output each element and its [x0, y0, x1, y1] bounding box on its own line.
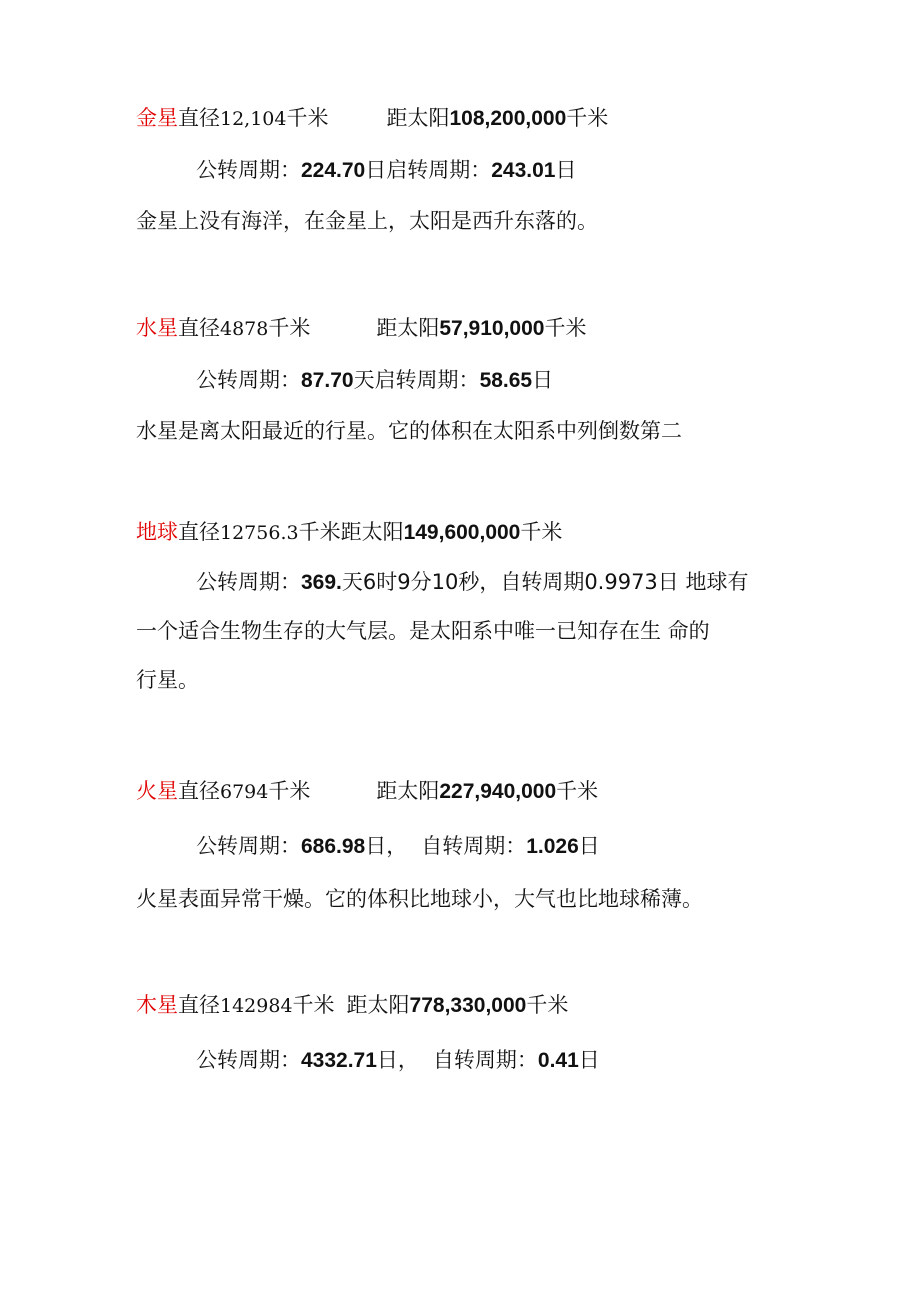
- diameter-label: 直径: [178, 520, 220, 544]
- orbit-value: 4332.71: [301, 1049, 377, 1072]
- rotation-unit: 日: [578, 1048, 600, 1072]
- diameter-unit: 千米: [268, 779, 311, 803]
- planet-name: 火星: [136, 779, 178, 803]
- planet-name: 金星: [136, 106, 178, 130]
- orbit-unit: 天: [353, 368, 375, 392]
- distance-value: 227,940,000: [439, 780, 557, 803]
- rotation-value: 58.65: [479, 369, 533, 392]
- diameter-value: 4878: [220, 318, 269, 340]
- venus-header: [136, 104, 608, 133]
- distance-value: 57,910,000: [439, 317, 545, 340]
- orbit-label: 公转周期：: [196, 158, 301, 182]
- diameter-label: 直径: [178, 106, 220, 130]
- orbit-value: 369.: [301, 571, 342, 594]
- distance-label: 距太阳: [340, 520, 404, 544]
- diameter-unit: 千米: [286, 106, 329, 130]
- distance-label: 距太阳: [346, 993, 410, 1017]
- earth-description-line-1: 一个适合生物生存的大气层。是太阳系中唯一已知存在生 命的: [136, 619, 710, 643]
- distance-label: 距太阳: [376, 316, 440, 340]
- mercury-description: 水星是离太阳最近的行星。它的体积在太阳系中列倒数第二: [136, 419, 682, 443]
- orbit-value: 686.98: [301, 835, 366, 858]
- distance-unit: 千米: [544, 316, 587, 340]
- distance-value: 778,330,000: [409, 994, 527, 1017]
- mars-header: [136, 777, 598, 806]
- distance-label: 距太阳: [386, 106, 450, 130]
- distance-value: 149,600,000: [403, 521, 521, 544]
- earth-description-line-2: 行星。: [136, 668, 199, 692]
- earth-periods: [196, 568, 748, 597]
- diameter-value: 6794: [220, 781, 269, 803]
- planet-name: 水星: [136, 316, 178, 340]
- mercury-periods: [196, 366, 553, 395]
- planet-name: 木星: [136, 993, 178, 1017]
- mars-periods: [196, 832, 600, 861]
- jupiter-periods: [196, 1046, 600, 1075]
- rotation-label: 启转周期：: [374, 368, 480, 392]
- mars-description: 火星表面异常干燥。它的体积比地球小，大气也比地球稀薄。: [136, 887, 703, 911]
- orbit-unit: 日，: [365, 834, 408, 858]
- orbit-label: 公转周期：: [196, 1048, 301, 1072]
- orbit-unit: 日，: [376, 1048, 419, 1072]
- mercury-header: [136, 314, 586, 343]
- diameter-label: 直径: [178, 993, 220, 1017]
- orbit-label: 公转周期：: [196, 834, 301, 858]
- rotation-value: 243.01: [491, 159, 556, 182]
- rotation-unit: 日: [555, 158, 577, 182]
- distance-unit: 千米: [520, 520, 563, 544]
- distance-unit: 千米: [566, 106, 609, 130]
- diameter-unit: 千米: [292, 993, 335, 1017]
- rotation-value: 1.026: [526, 835, 579, 858]
- orbit-value: 224.70: [301, 159, 366, 182]
- orbit-label: 公转周期：: [196, 570, 301, 594]
- orbit-label: 公转周期：: [196, 368, 301, 392]
- venus-description: 金星上没有海洋，在金星上，太阳是西升东落的。: [136, 209, 598, 233]
- rotation-unit: 日: [578, 834, 600, 858]
- rotation-label: 启转周期：: [386, 158, 492, 182]
- diameter-label: 直径: [178, 779, 220, 803]
- orbit-value: 87.70: [301, 369, 354, 392]
- planet-name: 地球: [136, 520, 178, 544]
- diameter-unit: 千米: [298, 520, 341, 544]
- distance-unit: 千米: [526, 993, 569, 1017]
- diameter-value: 12756.3: [220, 522, 299, 544]
- venus-periods: [196, 156, 576, 185]
- rotation-label: 自转周期：: [432, 1048, 538, 1072]
- jupiter-header: [136, 991, 568, 1020]
- rotation-value: 0.41: [537, 1049, 579, 1072]
- distance-unit: 千米: [556, 779, 599, 803]
- distance-label: 距太阳: [376, 779, 440, 803]
- diameter-unit: 千米: [268, 316, 311, 340]
- earth-header: [136, 518, 562, 547]
- orbit-unit: 日: [365, 158, 387, 182]
- diameter-value: 12,104: [220, 108, 287, 130]
- rotation-label: 自转周期：: [421, 834, 527, 858]
- rotation-unit: 日: [532, 368, 554, 392]
- orbit-rest-text: 天6时9分10秒，自转周期0.9973日 地球有: [341, 570, 749, 594]
- diameter-value: 142984: [220, 995, 293, 1017]
- diameter-label: 直径: [178, 316, 220, 340]
- distance-value: 108,200,000: [449, 107, 567, 130]
